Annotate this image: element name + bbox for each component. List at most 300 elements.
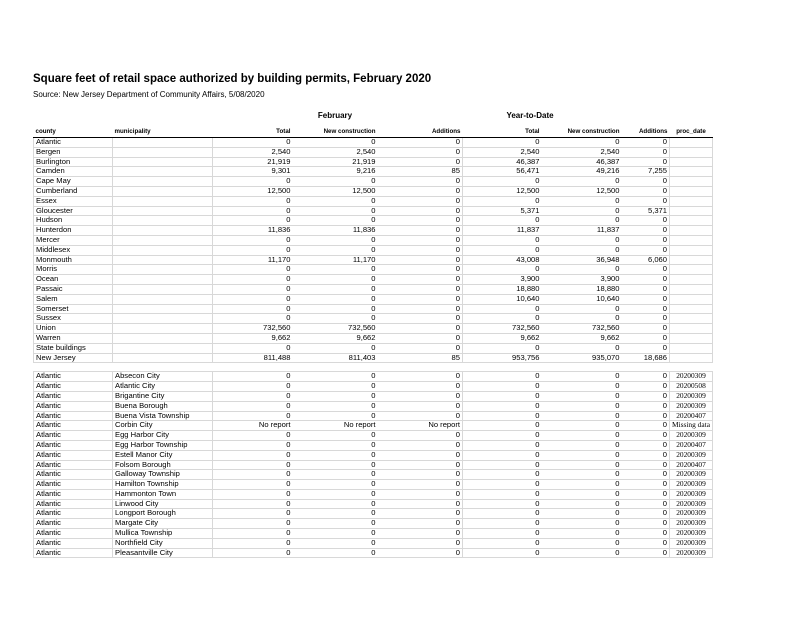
cell-feb-total: 0 xyxy=(213,519,293,529)
cell-municipality xyxy=(113,235,213,245)
cell-feb-total: 0 xyxy=(213,529,293,539)
cell-proc-date xyxy=(670,216,713,226)
municipality-row xyxy=(34,519,713,529)
cell-municipality: Folsom Borough xyxy=(113,460,213,470)
cell-county: Atlantic xyxy=(34,480,113,490)
cell-county: Union xyxy=(34,324,113,334)
cell-feb-new-construction: 0 xyxy=(293,489,378,499)
cell-county: Atlantic xyxy=(34,401,113,411)
cell-feb-total: 0 xyxy=(213,284,293,294)
col-header-proc-date: proc_date xyxy=(670,128,713,138)
cell-proc-date: 20200309 xyxy=(670,529,713,539)
cell-ytd-new-construction: 0 xyxy=(542,235,622,245)
cell-ytd-total: 11,837 xyxy=(463,226,542,236)
county-row xyxy=(34,196,713,206)
cell-proc-date: 20200309 xyxy=(670,470,713,480)
cell-county: Hunterdon xyxy=(34,226,113,236)
cell-municipality xyxy=(113,167,213,177)
cell-proc-date: 20200309 xyxy=(670,372,713,382)
cell-ytd-new-construction: 0 xyxy=(542,372,622,382)
cell-feb-new-construction: 0 xyxy=(293,431,378,441)
cell-county: Atlantic xyxy=(34,421,113,431)
cell-feb-additions: 0 xyxy=(378,196,463,206)
cell-feb-additions: 0 xyxy=(378,245,463,255)
cell-ytd-additions: 0 xyxy=(622,489,670,499)
cell-ytd-new-construction: 0 xyxy=(542,177,622,187)
cell-county: Atlantic xyxy=(34,440,113,450)
municipality-row xyxy=(34,401,713,411)
cell-ytd-additions: 0 xyxy=(622,548,670,558)
cell-ytd-total: 43,008 xyxy=(463,255,542,265)
municipality-row xyxy=(34,431,713,441)
cell-feb-new-construction: 0 xyxy=(293,138,378,148)
cell-feb-additions: 0 xyxy=(378,382,463,392)
cell-ytd-additions: 0 xyxy=(622,333,670,343)
cell-ytd-total: 0 xyxy=(463,538,542,548)
cell-county: Atlantic xyxy=(34,391,113,401)
cell-ytd-additions: 5,371 xyxy=(622,206,670,216)
cell-municipality: Brigantine City xyxy=(113,391,213,401)
county-row xyxy=(34,304,713,314)
cell-municipality xyxy=(113,265,213,275)
cell-ytd-new-construction: 0 xyxy=(542,529,622,539)
cell-municipality: Hamilton Township xyxy=(113,480,213,490)
spacer-cell xyxy=(34,363,713,372)
cell-feb-new-construction: 0 xyxy=(293,284,378,294)
cell-proc-date: 20200309 xyxy=(670,519,713,529)
cell-ytd-additions: 18,686 xyxy=(622,353,670,363)
cell-feb-total: 0 xyxy=(213,196,293,206)
cell-feb-additions: 0 xyxy=(378,186,463,196)
cell-feb-new-construction: 0 xyxy=(293,294,378,304)
cell-feb-new-construction: 0 xyxy=(293,235,378,245)
cell-ytd-additions: 0 xyxy=(622,343,670,353)
cell-municipality: Atlantic City xyxy=(113,382,213,392)
municipality-row xyxy=(34,538,713,548)
cell-proc-date xyxy=(670,196,713,206)
municipality-row xyxy=(34,372,713,382)
cell-feb-new-construction: 11,170 xyxy=(293,255,378,265)
cell-ytd-new-construction: 0 xyxy=(542,265,622,275)
cell-feb-new-construction: 0 xyxy=(293,411,378,421)
cell-ytd-additions: 0 xyxy=(622,480,670,490)
cell-ytd-new-construction: 18,880 xyxy=(542,284,622,294)
cell-feb-total: 0 xyxy=(213,382,293,392)
county-row xyxy=(34,284,713,294)
cell-feb-total: 0 xyxy=(213,314,293,324)
cell-feb-total: 12,500 xyxy=(213,186,293,196)
cell-municipality xyxy=(113,157,213,167)
cell-county: Atlantic xyxy=(34,509,113,519)
cell-ytd-total: 0 xyxy=(463,265,542,275)
cell-feb-new-construction: 732,560 xyxy=(293,324,378,334)
cell-proc-date xyxy=(670,343,713,353)
cell-ytd-additions: 0 xyxy=(622,529,670,539)
cell-municipality xyxy=(113,216,213,226)
cell-proc-date: 20200407 xyxy=(670,440,713,450)
cell-ytd-total: 0 xyxy=(463,421,542,431)
cell-feb-total: 11,170 xyxy=(213,255,293,265)
cell-ytd-additions: 0 xyxy=(622,509,670,519)
cell-county: Atlantic xyxy=(34,470,113,480)
municipality-row xyxy=(34,411,713,421)
cell-ytd-additions: 0 xyxy=(622,499,670,509)
cell-proc-date xyxy=(670,226,713,236)
cell-ytd-total: 0 xyxy=(463,470,542,480)
cell-feb-additions: 0 xyxy=(378,548,463,558)
cell-county: Passaic xyxy=(34,284,113,294)
cell-ytd-new-construction: 0 xyxy=(542,314,622,324)
cell-feb-additions: 0 xyxy=(378,255,463,265)
cell-ytd-new-construction: 9,662 xyxy=(542,333,622,343)
cell-municipality xyxy=(113,275,213,285)
cell-feb-total: 0 xyxy=(213,470,293,480)
cell-ytd-total: 0 xyxy=(463,391,542,401)
cell-proc-date: 20200309 xyxy=(670,548,713,558)
cell-feb-new-construction: 0 xyxy=(293,245,378,255)
county-row xyxy=(34,333,713,343)
cell-county: Cape May xyxy=(34,177,113,187)
spacer-row xyxy=(34,363,713,372)
county-row xyxy=(34,138,713,148)
group-header-february: February xyxy=(317,111,353,120)
county-row xyxy=(34,177,713,187)
county-row xyxy=(34,324,713,334)
cell-municipality xyxy=(113,284,213,294)
cell-municipality xyxy=(113,138,213,148)
cell-municipality xyxy=(113,304,213,314)
cell-ytd-new-construction: 0 xyxy=(542,196,622,206)
cell-proc-date xyxy=(670,206,713,216)
county-row xyxy=(34,314,713,324)
cell-proc-date: 20200309 xyxy=(670,538,713,548)
cell-proc-date xyxy=(670,138,713,148)
col-header-feb-total: Total xyxy=(213,128,293,138)
cell-municipality xyxy=(113,333,213,343)
cell-feb-additions: 0 xyxy=(378,401,463,411)
cell-ytd-total: 0 xyxy=(463,245,542,255)
cell-proc-date: 20200309 xyxy=(670,391,713,401)
cell-ytd-total: 12,500 xyxy=(463,186,542,196)
cell-feb-additions: 0 xyxy=(378,216,463,226)
permits-table xyxy=(33,128,713,558)
cell-proc-date: 20200309 xyxy=(670,450,713,460)
municipality-row xyxy=(34,470,713,480)
cell-ytd-total: 0 xyxy=(463,548,542,558)
county-row xyxy=(34,275,713,285)
cell-feb-total: 21,919 xyxy=(213,157,293,167)
municipality-row xyxy=(34,548,713,558)
cell-feb-additions: 0 xyxy=(378,519,463,529)
cell-ytd-additions: 0 xyxy=(622,284,670,294)
cell-ytd-new-construction: 49,216 xyxy=(542,167,622,177)
cell-proc-date xyxy=(670,333,713,343)
cell-ytd-additions: 0 xyxy=(622,538,670,548)
cell-county: Burlington xyxy=(34,157,113,167)
cell-municipality xyxy=(113,147,213,157)
cell-proc-date: 20200407 xyxy=(670,411,713,421)
cell-ytd-total: 0 xyxy=(463,196,542,206)
cell-municipality xyxy=(113,206,213,216)
cell-feb-additions: 0 xyxy=(378,284,463,294)
cell-feb-total: 0 xyxy=(213,450,293,460)
cell-proc-date: 20200407 xyxy=(670,460,713,470)
cell-ytd-total: 0 xyxy=(463,235,542,245)
municipality-row xyxy=(34,529,713,539)
cell-ytd-additions: 0 xyxy=(622,294,670,304)
cell-ytd-new-construction: 0 xyxy=(542,440,622,450)
cell-ytd-new-construction: 0 xyxy=(542,304,622,314)
cell-feb-total: 811,488 xyxy=(213,353,293,363)
cell-ytd-total: 0 xyxy=(463,529,542,539)
cell-ytd-total: 0 xyxy=(463,372,542,382)
cell-municipality xyxy=(113,245,213,255)
cell-feb-additions: 0 xyxy=(378,324,463,334)
cell-feb-total: 0 xyxy=(213,138,293,148)
cell-municipality: Estell Manor City xyxy=(113,450,213,460)
cell-ytd-additions: 0 xyxy=(622,245,670,255)
cell-feb-additions: 0 xyxy=(378,304,463,314)
cell-ytd-total: 0 xyxy=(463,177,542,187)
cell-feb-additions: 0 xyxy=(378,391,463,401)
county-row xyxy=(34,245,713,255)
cell-ytd-total: 9,662 xyxy=(463,333,542,343)
cell-feb-additions: 0 xyxy=(378,177,463,187)
cell-feb-additions: 0 xyxy=(378,372,463,382)
cell-feb-total: 732,560 xyxy=(213,324,293,334)
cell-ytd-new-construction: 36,948 xyxy=(542,255,622,265)
cell-county: Atlantic xyxy=(34,519,113,529)
cell-county: Atlantic xyxy=(34,411,113,421)
cell-municipality xyxy=(113,255,213,265)
cell-proc-date: 20200309 xyxy=(670,431,713,441)
cell-ytd-additions: 0 xyxy=(622,265,670,275)
cell-feb-total: 0 xyxy=(213,235,293,245)
cell-feb-new-construction: 0 xyxy=(293,343,378,353)
col-header-municipality: municipality xyxy=(113,128,213,138)
cell-county: Atlantic xyxy=(34,489,113,499)
cell-ytd-additions: 0 xyxy=(622,275,670,285)
cell-ytd-total: 0 xyxy=(463,411,542,421)
cell-ytd-new-construction: 0 xyxy=(542,450,622,460)
cell-proc-date xyxy=(670,324,713,334)
cell-county: Hudson xyxy=(34,216,113,226)
cell-ytd-additions: 0 xyxy=(622,421,670,431)
cell-ytd-additions: 0 xyxy=(622,324,670,334)
county-row xyxy=(34,255,713,265)
cell-feb-additions: 0 xyxy=(378,509,463,519)
cell-ytd-new-construction: 0 xyxy=(542,489,622,499)
cell-feb-total: 0 xyxy=(213,391,293,401)
cell-feb-total: 0 xyxy=(213,206,293,216)
cell-ytd-new-construction: 0 xyxy=(542,480,622,490)
cell-ytd-new-construction: 0 xyxy=(542,138,622,148)
cell-proc-date: 20200309 xyxy=(670,401,713,411)
cell-ytd-total: 0 xyxy=(463,304,542,314)
cell-ytd-additions: 0 xyxy=(622,196,670,206)
cell-proc-date xyxy=(670,157,713,167)
cell-ytd-new-construction: 10,640 xyxy=(542,294,622,304)
cell-feb-total: 0 xyxy=(213,411,293,421)
cell-feb-new-construction: 0 xyxy=(293,382,378,392)
cell-ytd-new-construction: 0 xyxy=(542,216,622,226)
cell-feb-additions: 0 xyxy=(378,529,463,539)
report-title: Square feet of retail space authorized by building permits, February 2020 xyxy=(33,73,432,85)
cell-feb-new-construction: 2,540 xyxy=(293,147,378,157)
cell-ytd-total: 0 xyxy=(463,138,542,148)
cell-proc-date: 20200309 xyxy=(670,499,713,509)
cell-feb-total: 0 xyxy=(213,489,293,499)
cell-feb-additions: 0 xyxy=(378,138,463,148)
cell-county: Atlantic xyxy=(34,538,113,548)
cell-feb-total: 0 xyxy=(213,401,293,411)
cell-municipality xyxy=(113,226,213,236)
cell-ytd-additions: 0 xyxy=(622,147,670,157)
cell-feb-new-construction: 0 xyxy=(293,401,378,411)
municipality-row xyxy=(34,391,713,401)
county-row xyxy=(34,147,713,157)
municipality-row xyxy=(34,382,713,392)
cell-feb-new-construction: 0 xyxy=(293,265,378,275)
col-header-feb-new-construction: New construction xyxy=(293,128,378,138)
cell-feb-additions: 0 xyxy=(378,147,463,157)
cell-municipality: Hammonton Town xyxy=(113,489,213,499)
cell-municipality: Egg Harbor City xyxy=(113,431,213,441)
cell-ytd-new-construction: 0 xyxy=(542,538,622,548)
cell-feb-total: 0 xyxy=(213,372,293,382)
cell-feb-additions: 0 xyxy=(378,411,463,421)
cell-feb-additions: 0 xyxy=(378,333,463,343)
cell-feb-new-construction: 0 xyxy=(293,470,378,480)
cell-feb-total: 0 xyxy=(213,294,293,304)
cell-feb-additions: 0 xyxy=(378,450,463,460)
cell-ytd-additions: 0 xyxy=(622,460,670,470)
cell-feb-total: 0 xyxy=(213,304,293,314)
municipality-row xyxy=(34,450,713,460)
cell-municipality: Mullica Township xyxy=(113,529,213,539)
cell-feb-new-construction: 12,500 xyxy=(293,186,378,196)
cell-ytd-new-construction: 46,387 xyxy=(542,157,622,167)
county-row xyxy=(34,226,713,236)
table-body xyxy=(34,138,713,558)
cell-feb-additions: 0 xyxy=(378,314,463,324)
cell-municipality xyxy=(113,343,213,353)
cell-feb-new-construction: 0 xyxy=(293,440,378,450)
cell-feb-new-construction: 0 xyxy=(293,314,378,324)
cell-ytd-total: 0 xyxy=(463,343,542,353)
cell-ytd-new-construction: 2,540 xyxy=(542,147,622,157)
cell-ytd-additions: 0 xyxy=(622,216,670,226)
cell-proc-date xyxy=(670,304,713,314)
cell-ytd-total: 0 xyxy=(463,314,542,324)
cell-ytd-total: 732,560 xyxy=(463,324,542,334)
county-row xyxy=(34,157,713,167)
cell-feb-new-construction: 9,216 xyxy=(293,167,378,177)
cell-feb-total: 9,301 xyxy=(213,167,293,177)
municipality-row xyxy=(34,440,713,450)
cell-feb-additions: 0 xyxy=(378,343,463,353)
cell-ytd-total: 0 xyxy=(463,519,542,529)
cell-feb-additions: 0 xyxy=(378,206,463,216)
cell-ytd-new-construction: 3,900 xyxy=(542,275,622,285)
cell-proc-date: 20200508 xyxy=(670,382,713,392)
cell-ytd-additions: 0 xyxy=(622,372,670,382)
cell-feb-additions: 85 xyxy=(378,167,463,177)
cell-feb-additions: 0 xyxy=(378,157,463,167)
cell-proc-date xyxy=(670,235,713,245)
cell-feb-additions: 0 xyxy=(378,440,463,450)
county-row xyxy=(34,353,713,363)
county-row xyxy=(34,186,713,196)
cell-ytd-new-construction: 0 xyxy=(542,431,622,441)
cell-municipality xyxy=(113,177,213,187)
cell-feb-new-construction: No report xyxy=(293,421,378,431)
cell-feb-total: 0 xyxy=(213,245,293,255)
cell-feb-additions: 0 xyxy=(378,470,463,480)
cell-feb-additions: 0 xyxy=(378,499,463,509)
cell-proc-date xyxy=(670,245,713,255)
cell-proc-date xyxy=(670,177,713,187)
cell-county: Middlesex xyxy=(34,245,113,255)
cell-ytd-total: 0 xyxy=(463,489,542,499)
cell-feb-additions: 0 xyxy=(378,489,463,499)
cell-county: Salem xyxy=(34,294,113,304)
cell-ytd-new-construction: 935,070 xyxy=(542,353,622,363)
cell-feb-additions: 0 xyxy=(378,538,463,548)
cell-proc-date xyxy=(670,167,713,177)
county-row xyxy=(34,235,713,245)
cell-county: Sussex xyxy=(34,314,113,324)
report-source: Source: New Jersey Department of Community Affairs, 5/08/2020 xyxy=(33,90,265,99)
cell-municipality: Buena Vista Township xyxy=(113,411,213,421)
cell-feb-total: No report xyxy=(213,421,293,431)
cell-proc-date xyxy=(670,275,713,285)
cell-municipality xyxy=(113,294,213,304)
cell-county: Cumberland xyxy=(34,186,113,196)
cell-ytd-total: 0 xyxy=(463,499,542,509)
cell-feb-total: 0 xyxy=(213,460,293,470)
cell-feb-total: 0 xyxy=(213,548,293,558)
cell-county: Atlantic xyxy=(34,431,113,441)
county-row xyxy=(34,343,713,353)
cell-municipality: Buena Borough xyxy=(113,401,213,411)
cell-ytd-total: 0 xyxy=(463,382,542,392)
cell-ytd-total: 46,387 xyxy=(463,157,542,167)
cell-ytd-additions: 0 xyxy=(622,411,670,421)
county-row xyxy=(34,265,713,275)
cell-ytd-total: 0 xyxy=(463,431,542,441)
cell-feb-new-construction: 0 xyxy=(293,372,378,382)
cell-county: New Jersey xyxy=(34,353,113,363)
cell-ytd-additions: 0 xyxy=(622,382,670,392)
cell-feb-new-construction: 0 xyxy=(293,177,378,187)
cell-feb-additions: 0 xyxy=(378,294,463,304)
cell-feb-new-construction: 0 xyxy=(293,519,378,529)
cell-county: Ocean xyxy=(34,275,113,285)
municipality-row xyxy=(34,499,713,509)
county-row xyxy=(34,167,713,177)
cell-feb-additions: 0 xyxy=(378,265,463,275)
cell-ytd-additions: 0 xyxy=(622,138,670,148)
col-header-ytd-total: Total xyxy=(463,128,542,138)
col-header-ytd-additions: Additions xyxy=(622,128,670,138)
cell-feb-additions: 0 xyxy=(378,226,463,236)
cell-ytd-new-construction: 0 xyxy=(542,245,622,255)
cell-ytd-additions: 0 xyxy=(622,226,670,236)
cell-ytd-total: 953,756 xyxy=(463,353,542,363)
cell-ytd-total: 3,900 xyxy=(463,275,542,285)
cell-feb-total: 0 xyxy=(213,440,293,450)
